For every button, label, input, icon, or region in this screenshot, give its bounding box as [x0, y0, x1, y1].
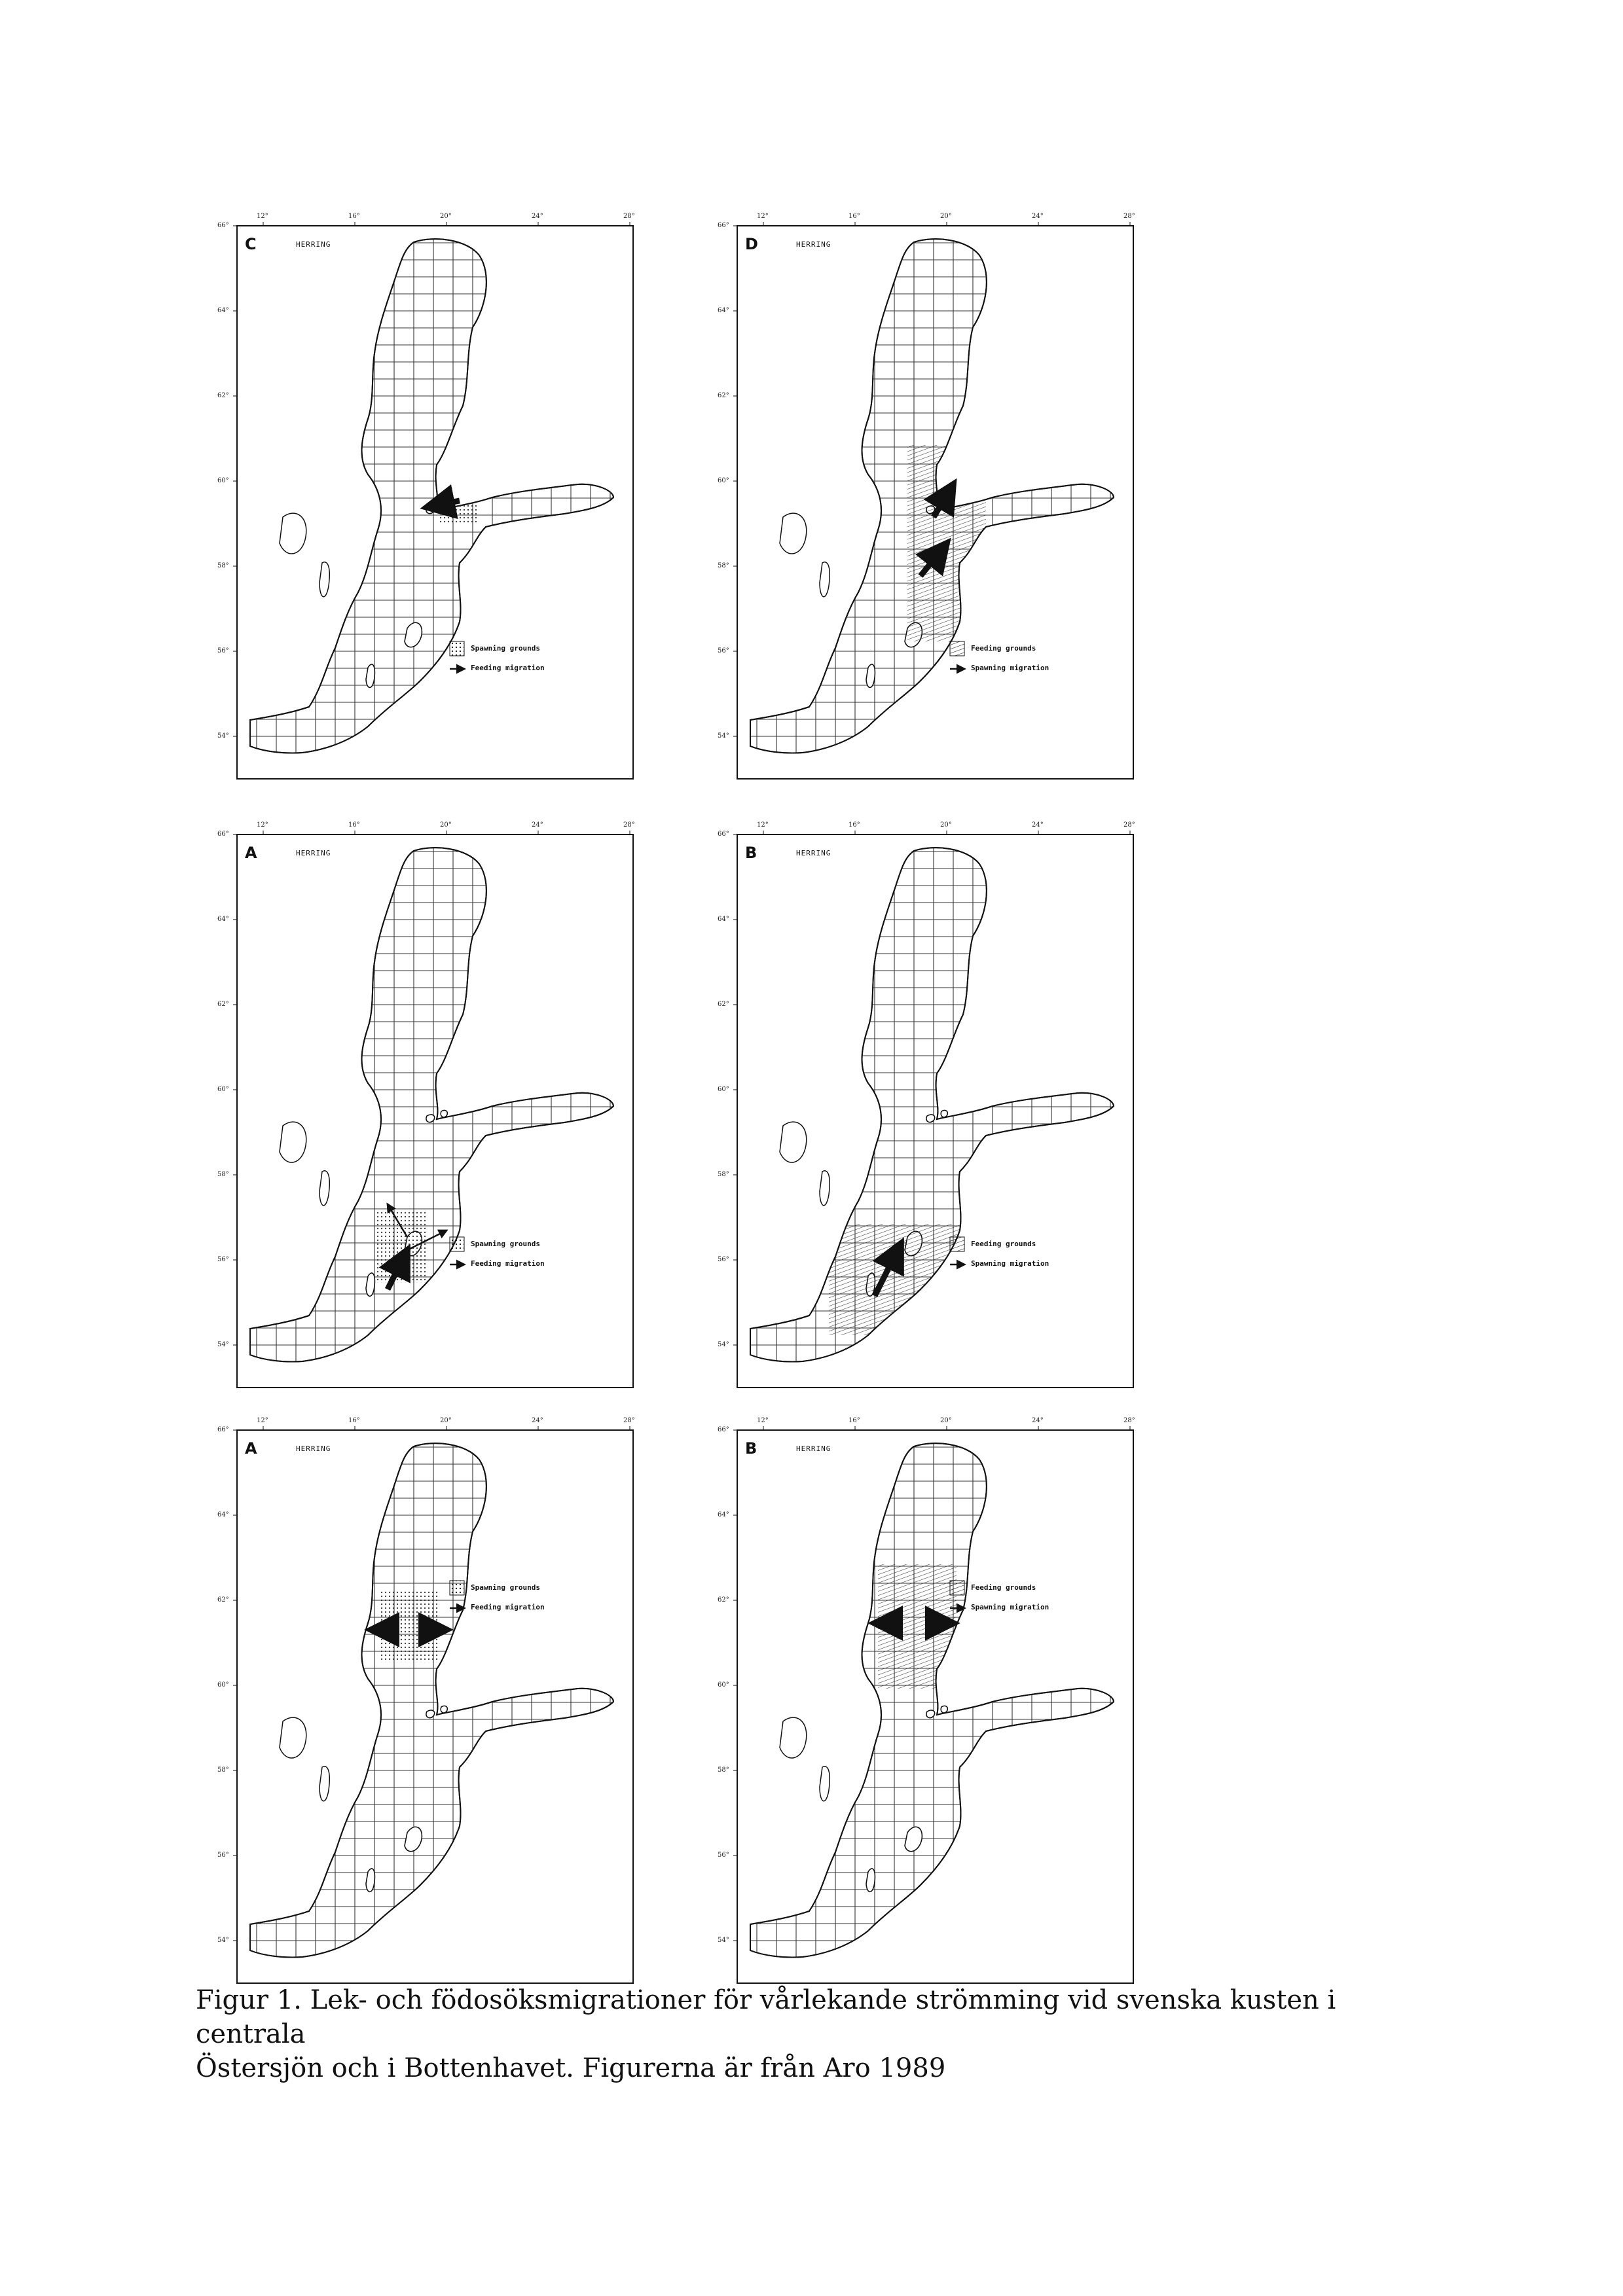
baltic-coastline	[750, 848, 1114, 1361]
panel-species-name: HERRING	[296, 849, 331, 857]
island	[941, 1110, 947, 1117]
baltic-coastline	[250, 848, 613, 1361]
lat-tick-label: 64°	[718, 1511, 729, 1518]
island	[941, 1706, 947, 1713]
lat-tick-label: 56°	[217, 647, 229, 655]
legend-entry-2: Feeding migration	[471, 664, 545, 672]
lon-tick-label: 16°	[848, 821, 860, 829]
map-canvas	[211, 209, 636, 785]
lon-tick-label: 20°	[940, 213, 952, 220]
lake	[280, 513, 306, 554]
lat-tick-label: 64°	[217, 916, 229, 923]
lake	[820, 562, 830, 597]
lat-tick-label: 60°	[718, 1681, 729, 1689]
lat-tick-label: 54°	[217, 1341, 229, 1348]
map-canvas	[711, 1414, 1137, 1990]
lat-tick-label: 58°	[217, 1171, 229, 1178]
lon-tick-label: 12°	[757, 821, 769, 829]
lat-tick-label: 56°	[718, 1852, 729, 1859]
lat-tick-label: 56°	[217, 1256, 229, 1263]
legend-entry-1: Feeding grounds	[971, 1583, 1036, 1592]
legend-swatch	[450, 1581, 464, 1595]
island	[426, 1710, 435, 1718]
lat-tick-label: 62°	[217, 1001, 229, 1008]
legend-entry-2: Spawning migration	[971, 664, 1049, 672]
lon-tick-label: 12°	[257, 1417, 268, 1424]
baltic-coastline	[250, 239, 613, 753]
panel-species-name: HERRING	[296, 240, 331, 249]
lon-tick-label: 16°	[348, 1417, 360, 1424]
legend-swatch	[450, 641, 464, 656]
lat-tick-label: 64°	[718, 307, 729, 314]
lon-tick-label: 12°	[757, 1417, 769, 1424]
lake	[820, 1171, 830, 1206]
map-panel	[211, 209, 636, 785]
panel-species-name: HERRING	[796, 1444, 831, 1453]
legend-entry-2: Spawning migration	[971, 1259, 1049, 1268]
lat-tick-label: 60°	[217, 477, 229, 484]
island	[441, 1706, 447, 1713]
lat-tick-label: 66°	[217, 1426, 229, 1433]
baltic-coastline	[250, 1443, 613, 1957]
lat-tick-label: 62°	[217, 392, 229, 399]
figure-caption	[196, 1983, 1407, 2085]
lat-tick-label: 58°	[718, 562, 729, 569]
legend-entry-1: Feeding grounds	[971, 644, 1036, 653]
panel-letter: A	[245, 844, 257, 862]
map-canvas	[211, 818, 636, 1394]
feeding-area-hatching	[829, 1224, 960, 1335]
legend-entry-1: Spawning grounds	[471, 1240, 540, 1248]
panel-species-name: HERRING	[796, 849, 831, 857]
legend-entry-2: Spawning migration	[971, 1603, 1049, 1611]
lon-tick-label: 24°	[1032, 1417, 1044, 1424]
lon-tick-label: 16°	[348, 213, 360, 220]
map-canvas	[711, 818, 1137, 1394]
lon-tick-label: 20°	[940, 821, 952, 829]
lat-tick-label: 60°	[217, 1681, 229, 1689]
lon-tick-label: 12°	[257, 821, 268, 829]
lon-tick-label: 28°	[623, 821, 635, 829]
lon-tick-label: 28°	[1123, 1417, 1135, 1424]
lon-tick-label: 20°	[440, 213, 452, 220]
island	[926, 1710, 935, 1718]
lon-tick-label: 20°	[440, 821, 452, 829]
legend-swatch	[950, 1237, 964, 1251]
baltic-coastline	[750, 1443, 1114, 1957]
lat-tick-label: 58°	[217, 1767, 229, 1774]
lake	[820, 1767, 830, 1801]
lon-tick-label: 24°	[532, 1417, 543, 1424]
lat-tick-label: 64°	[718, 916, 729, 923]
lon-tick-label: 20°	[440, 1417, 452, 1424]
lat-tick-label: 64°	[217, 307, 229, 314]
lon-tick-label: 24°	[1032, 213, 1044, 220]
lat-tick-label: 62°	[718, 1596, 729, 1604]
lat-tick-label: 66°	[718, 1426, 729, 1433]
lat-tick-label: 64°	[217, 1511, 229, 1518]
lat-tick-label: 62°	[718, 1001, 729, 1008]
legend-entry-2: Feeding migration	[471, 1603, 545, 1611]
lon-tick-label: 24°	[532, 213, 543, 220]
lake	[319, 1767, 329, 1801]
lon-tick-label: 16°	[848, 213, 860, 220]
island	[926, 1115, 935, 1122]
legend-entry-1: Spawning grounds	[471, 644, 540, 653]
spawning-area-shading	[381, 1590, 440, 1662]
panel-letter: B	[745, 1439, 757, 1458]
legend-entry-2: Feeding migration	[471, 1259, 545, 1268]
lon-tick-label: 12°	[257, 213, 268, 220]
lon-tick-label: 12°	[757, 213, 769, 220]
lat-tick-label: 58°	[718, 1171, 729, 1178]
legend-swatch	[950, 1581, 964, 1595]
lat-tick-label: 54°	[718, 1937, 729, 1944]
lake	[319, 1171, 329, 1206]
map-canvas	[711, 209, 1137, 785]
legend-swatch	[450, 1237, 464, 1251]
map-panel	[211, 1414, 636, 1990]
island	[426, 1115, 435, 1122]
lat-tick-label: 60°	[718, 477, 729, 484]
legend-swatch	[950, 641, 964, 656]
lake	[780, 1122, 807, 1162]
lon-tick-label: 28°	[623, 1417, 635, 1424]
map-panel	[711, 818, 1137, 1394]
lat-tick-label: 60°	[718, 1086, 729, 1093]
lat-tick-label: 58°	[217, 562, 229, 569]
map-panel	[711, 209, 1137, 785]
panel-letter: D	[745, 235, 758, 253]
lon-tick-label: 16°	[848, 1417, 860, 1424]
lon-tick-label: 20°	[940, 1417, 952, 1424]
caption-line-1: Figur 1. Lek- och födosöksmigrationer för vårlekande strömming vid svenska kusten i centrala	[196, 1985, 1336, 2049]
panel-letter: B	[745, 844, 757, 862]
spawning-area-shading	[374, 1211, 427, 1283]
lat-tick-label: 56°	[718, 647, 729, 655]
lon-tick-label: 24°	[532, 821, 543, 829]
lake	[319, 562, 329, 597]
lat-tick-label: 62°	[217, 1596, 229, 1604]
panel-letter: C	[245, 235, 257, 253]
lat-tick-label: 66°	[718, 222, 729, 229]
map-canvas	[211, 1414, 636, 1990]
lon-tick-label: 28°	[1123, 213, 1135, 220]
lat-tick-label: 56°	[718, 1256, 729, 1263]
lon-tick-label: 28°	[1123, 821, 1135, 829]
lon-tick-label: 28°	[623, 213, 635, 220]
island	[441, 1110, 447, 1117]
lat-tick-label: 54°	[718, 1341, 729, 1348]
lat-tick-label: 56°	[217, 1852, 229, 1859]
map-panel	[711, 1414, 1137, 1990]
lat-tick-label: 62°	[718, 392, 729, 399]
lon-tick-label: 16°	[348, 821, 360, 829]
panel-letter: A	[245, 1439, 257, 1458]
lat-tick-label: 54°	[217, 732, 229, 740]
lake	[280, 1122, 306, 1162]
lon-tick-label: 24°	[1032, 821, 1044, 829]
legend-entry-1: Spawning grounds	[471, 1583, 540, 1592]
lat-tick-label: 66°	[217, 222, 229, 229]
lat-tick-label: 60°	[217, 1086, 229, 1093]
lake	[780, 1717, 807, 1758]
lake	[280, 1717, 306, 1758]
legend-entry-1: Feeding grounds	[971, 1240, 1036, 1248]
panel-species-name: HERRING	[796, 240, 831, 249]
lake	[780, 513, 807, 554]
lat-tick-label: 58°	[718, 1767, 729, 1774]
panel-species-name: HERRING	[296, 1444, 331, 1453]
lat-tick-label: 66°	[718, 831, 729, 838]
map-panel	[211, 818, 636, 1394]
lat-tick-label: 66°	[217, 831, 229, 838]
feeding-area-hatching	[878, 1564, 957, 1689]
lat-tick-label: 54°	[217, 1937, 229, 1944]
caption-line-2: Östersjön och i Bottenhavet. Figurerna är från Aro 1989	[196, 2053, 946, 2083]
lat-tick-label: 54°	[718, 732, 729, 740]
